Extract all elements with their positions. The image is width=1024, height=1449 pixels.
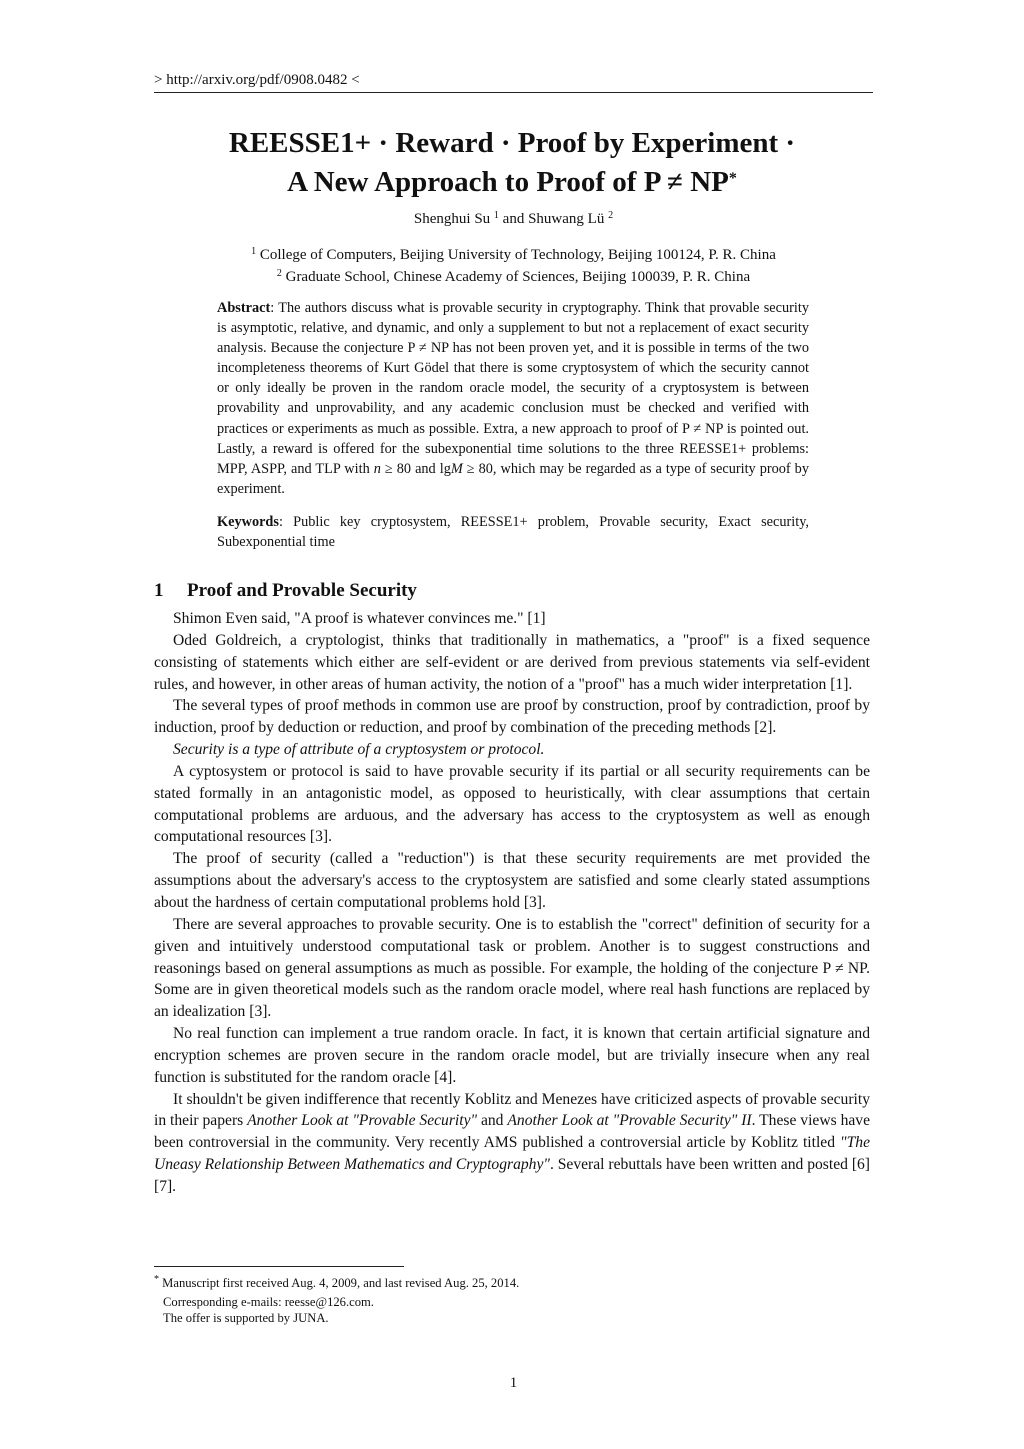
abstract-var-m: M — [450, 460, 463, 477]
section-1-number: 1 — [154, 580, 164, 601]
paragraph-4-italic: Security is a type of attribute of a cryptosystem or protocol. — [173, 741, 545, 759]
paragraph-8: No real function can implement a true random oracle. In fact, it is known that certain artificial signature and encryption schemes are proven secure in the random oracle model, but are trivially insecure when any real function is substituted for the random oracle [4]. — [154, 1025, 870, 1086]
paragraph-9-c: . These views have been controversial in the community. Very recently AMS published a controversial article by Koblitz titled — [154, 1112, 871, 1152]
affiliation-1-marker: 1 — [251, 246, 257, 257]
keywords — [217, 512, 809, 552]
paragraph-2: Oded Goldreich, a cryptologist, thinks that traditionally in mathematics, a "proof" is a fixed sequence consisting of statements which either are self-evident or are derived from previous statements via self-evident rules, and however, in other areas of human activity, the notion of a "proof" has a much wider interpretation [1]. — [154, 631, 870, 693]
header-url: > http://arxiv.org/pdf/0908.0482 < — [154, 72, 873, 93]
title-line-2-text: A New Approach to Proof of P ≠ NP — [287, 166, 729, 198]
affiliation-2-marker: 2 — [276, 268, 282, 279]
abstract — [217, 298, 809, 499]
footnote-line-1 — [154, 1275, 873, 1294]
section-1-body — [154, 608, 870, 1198]
paper-title — [120, 124, 904, 206]
page-number: 1 — [509, 1375, 518, 1391]
affiliation-2 — [154, 267, 873, 289]
footnote-marker: * — [154, 1274, 159, 1285]
paragraph-1: Shimon Even said, "A proof is whatever convinces me." [1] — [173, 610, 546, 627]
section-1-title: Proof and Provable Security — [187, 580, 417, 601]
footnote-divider — [154, 1266, 404, 1267]
paragraph-9-a: It shouldn't be given indifference that recently Koblitz and Menezes have criticized aspects of provable security in their papers — [154, 1090, 870, 1130]
paragraph-3: The several types of proof methods in common use are proof by construction, proof by contradiction, proof by induction, proof by deduction or reduction, and proof by combination of the preceding methods [2]. — [154, 697, 870, 737]
title-line-1: REESSE1+ · Reward · Proof by Experiment · — [228, 127, 796, 159]
footnote-line-2: Corresponding e-mails: reesse@126.com. — [163, 1294, 374, 1309]
abstract-var-n: n — [373, 460, 381, 477]
author-2: Shuwang Lü — [528, 211, 605, 227]
keywords-text: : Public key cryptosystem, REESSE1+ problem, Provable security, Exact security, Subexponential time — [217, 514, 809, 551]
abstract-text-c: ≥ 80, which may be regarded as a type of security proof by experiment. — [217, 460, 809, 497]
paragraph-6: The proof of security (called a "reduction") is that these security requirements are met provided the assumptions about the adversary's access to the cryptosystem are satisfied and some clearly stated assumptions about the hardness of certain computational problems hold [3]. — [154, 850, 870, 911]
footnote-line-3: The offer is supported by JUNA. — [163, 1311, 329, 1325]
abstract-text-b: ≥ 80 and lg — [380, 460, 451, 477]
affiliations — [154, 245, 873, 289]
author-connector: and — [502, 211, 525, 227]
paper-title-ref-3: "The Uneasy Relationship Between Mathematics and Cryptography" — [154, 1134, 870, 1174]
keywords-label: Keywords — [217, 514, 279, 530]
paragraph-7: There are several approaches to provable security. One is to establish the "correct" definition of security for a given and intuitively understood computational task or problem. Another is to suggest constructions and reasonings based on general assumptions as much as possible. For example, the holding of the conjecture P ≠ NP. Some are in given theoretical models such as the random oracle model, where real hash functions are replaced by an idealization [3]. — [154, 915, 870, 1021]
paragraph-4 — [154, 739, 870, 761]
footnote-line-1-text: Manuscript first received Aug. 4, 2009, and last revised Aug. 25, 2014. — [162, 1276, 520, 1290]
paper-title-ref-2: Another Look at "Provable Security" II — [507, 1112, 752, 1130]
author-1: Shenghui Su — [413, 211, 491, 227]
title-line-2 — [120, 163, 904, 206]
paper-title-ref-1: Another Look at "Provable Security" — [247, 1112, 478, 1130]
affiliation-1-text: College of Computers, Beijing University of Technology, Beijing 100124, P. R. China — [259, 247, 776, 263]
abstract-label: Abstract — [217, 300, 271, 316]
paragraph-9-d: . Several rebuttals have been written and posted [6][7]. — [154, 1156, 870, 1195]
paragraph-5: A cyptosystem or protocol is said to have provable security if its partial or all security requirements can be stated formally in an antagonistic model, as opposed to heuristically, with clear assumptions that certain computational problems are arduous, and the adversary has access to the cryptosystem as well as enough computational resources [3]. — [154, 762, 870, 846]
section-1-heading — [154, 580, 873, 602]
footnotes — [154, 1275, 873, 1327]
title-footnote-marker: * — [728, 170, 737, 187]
paragraph-9-b: and — [477, 1112, 508, 1130]
author-2-affil: 2 — [608, 210, 614, 221]
affiliation-1 — [154, 245, 873, 267]
abstract-text-a: : The authors discuss what is provable security in cryptography. Think that provable security is asymptotic, relative, and dynamic, and only a supplement to but not a replacement of exact security analysis. Because the conjecture P ≠ NP has not been proven yet, and it is possible in terms of the two incompleteness theorems of Kurt Gödel that there is some cryptosystem of which the security cannot or only ideally be proven in the random oracle model, the security of a cryptosystem is between provability and unprovability, and any academic conclusion must be checked and verified with practices or experiments as much as possible. Extra, a new approach to proof of P ≠ NP is pointed out. Lastly, a reward is offered for the subexponential time solutions to the three REESSE1+ problems: MPP, ASPP, and TLP with — [217, 300, 809, 477]
paragraph-9 — [154, 1089, 870, 1198]
affiliation-2-text: Graduate School, Chinese Academy of Sciences, Beijing 100039, P. R. China — [285, 269, 751, 285]
author-list — [154, 211, 873, 228]
author-1-affil: 1 — [493, 210, 499, 221]
